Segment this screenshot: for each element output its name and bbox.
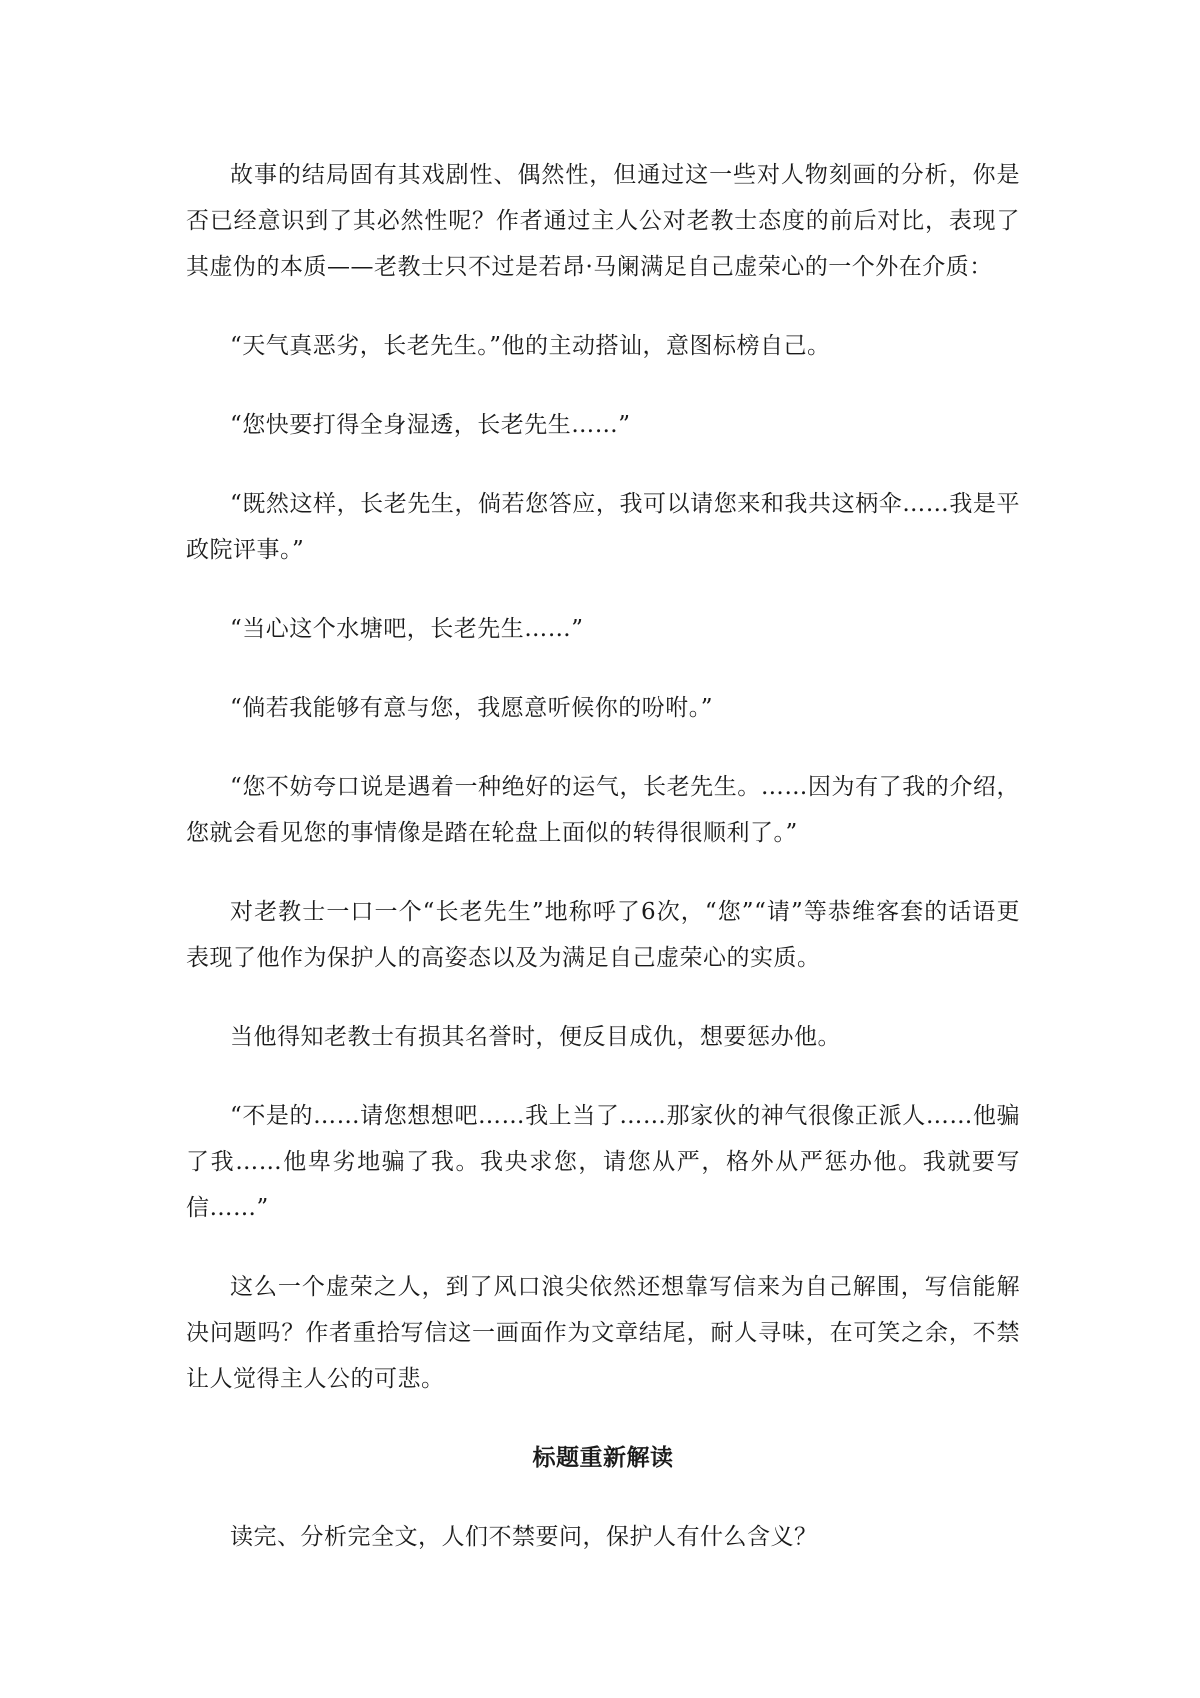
quote-weather: “天气真恶劣，长老先生。”他的主动搭讪，意图标榜自己。 [230, 333, 831, 359]
quote-service: “倘若我能够有意与您，我愿意听候你的吩咐。” [230, 695, 714, 721]
paragraph-question: 读完、分析完全文，人们不禁要问，保护人有什么含义？ [230, 1524, 818, 1550]
paragraph-intro: 故事的结局固有其戏剧性、偶然性，但通过这一些对人物刻画的分析，你是否已经意识到了其必然性呢？作者通过主人公对老教士态度的前后对比，表现了其虚伪的本质——老教士只不过是若昂·马阑满足自己虚荣心的一个外在介质： [186, 162, 1020, 280]
paragraph-conclusion: 这么一个虚荣之人，到了风口浪尖依然还想靠写信来为自己解围，写信能解决问题吗？作者重拾写信这一画面作为文章结尾，耐人寻味，在可笑之余，不禁让人觉得主人公的可悲。 [186, 1274, 1020, 1392]
quote-umbrella: “既然这样，长老先生，倘若您答应，我可以请您来和我共这柄伞……我是平政院评事。” [186, 491, 1020, 563]
document-body [186, 152, 1020, 1593]
quote-wet: “您快要打得全身湿透，长老先生……” [230, 412, 631, 438]
paragraph-analysis: 对老教士一口一个“长老先生”地称呼了6次，“您”“请”等恭维客套的话语更表现了他作为保护人的高姿态以及为满足自己虚荣心的实质。 [186, 899, 1020, 971]
paragraph-turn: 当他得知老教士有损其名誉时，便反目成仇，想要惩办他。 [230, 1024, 841, 1050]
section-heading: 标题重新解读 [532, 1445, 674, 1471]
quote-deceived: “不是的……请您想想吧……我上当了……那家伙的神气很像正派人……他骗了我……他卑劣地骗了我。我央求您，请您从严，格外从严惩办他。我就要写信……” [186, 1103, 1020, 1221]
quote-puddle: “当心这个水塘吧，长老先生……” [230, 616, 584, 642]
quote-luck: “您不妨夸口说是遇着一种绝好的运气，长老先生。……因为有了我的介绍，您就会看见您的事情像是踏在轮盘上面似的转得很顺利了。” [186, 774, 1020, 846]
